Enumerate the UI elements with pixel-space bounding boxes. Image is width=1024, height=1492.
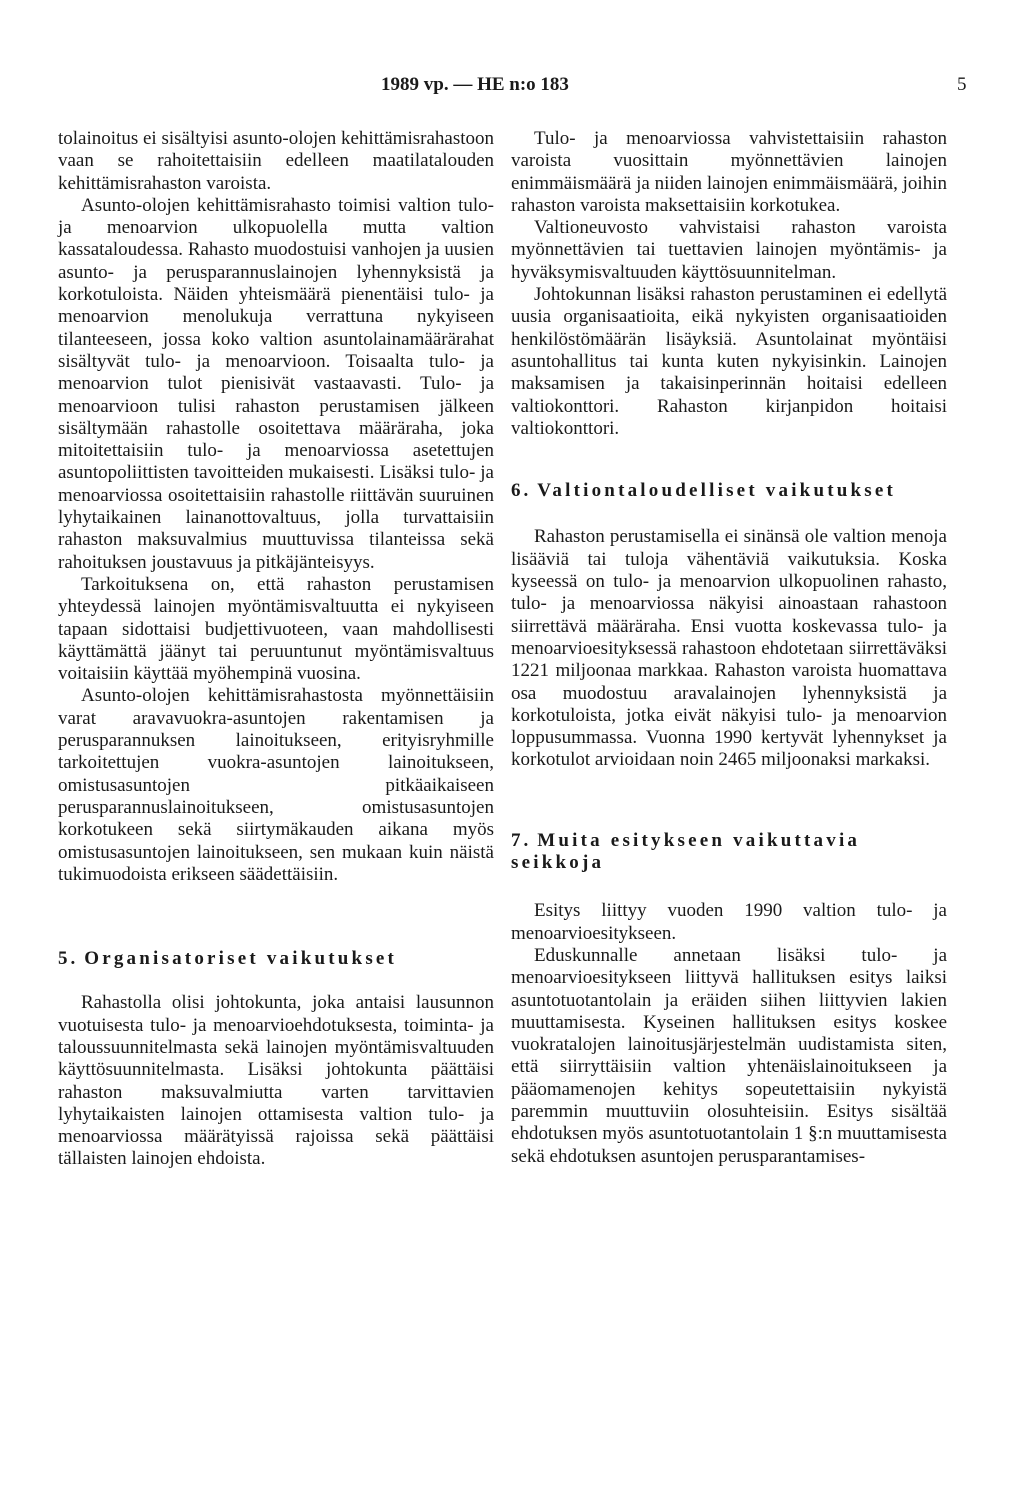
paragraph: Esitys liittyy vuoden 1990 valtion tulo- ja menoarvioesitykseen. bbox=[511, 900, 947, 944]
right-column bbox=[511, 128, 947, 1168]
paragraph: tolainoitus ei sisältyisi asunto-olojen kehittämisrahastoon vaan se rahoitettaisiin edelleen maatilatalouden kehittämisrahaston varoista. bbox=[58, 128, 494, 194]
section-number: 5. bbox=[58, 948, 79, 970]
paragraph: Johtokunnan lisäksi rahaston perustaminen ei edellytä uusia organisaatioita, eikä nykyisten organisaatioiden henkilöstömäärän lisäyksiä. Asuntolainat myöntäisi asuntohallitus tai kunta kuten nykyisinkin. Lainojen maksamisen ja takaisinperinnän hoitaisi edelleen valtiokonttori. Rahaston kirjanpidon hoitaisi valtiokonttori. bbox=[511, 284, 947, 439]
paragraph: Eduskunnalle annetaan lisäksi tulo- ja menoarvioesitykseen liittyvä hallituksen esitys laiksi asuntotuotantolain ja eräiden siihen liittyvien lakien muuttamisesta. Kyseinen hallituksen esitys koskee vuokratalojen lainoitusjärjestelmän uudistamista siten, että siirryttäisiin valtion yhtenäislainoitukseen ja pääomamenojen kehitys sopeutettaisiin nykyistä paremmin muuttuviin olosuhteisiin. Esitys sisältää ehdotuksen myös asuntotuotantolain 1 §:n muuttamisesta sekä ehdotuksen asuntojen perusparantamises- bbox=[511, 944, 947, 1167]
paragraph: Rahastolla olisi johtokunta, joka antaisi lausunnon vuotuisesta tulo- ja menoarvioehdotuksesta, toiminta- ja taloussuunnitelmasta sekä lainojen myöntämisvaltuuden käyttösuunnitelmasta. Lisäksi johtokunta päättäisi rahaston maksuvalmiutta varten tarvittavien lyhytaikaisten lainojen ottamisesta valtion tulo- ja menoarviossa määrätyissä rajoissa sekä päättäisi tällaisten lainojen ehdoista. bbox=[58, 992, 494, 1170]
section-title: Valtiontaloudelliset vaikutukset bbox=[537, 480, 897, 502]
section-heading-7 bbox=[511, 830, 947, 875]
page-number: 5 bbox=[957, 74, 967, 95]
section-number: 6. bbox=[511, 480, 532, 502]
paragraph: Tarkoituksena on, että rahaston perustamisen yhteydessä lainojen myöntämisvaltuutta ei nykyiseen tapaan sidottaisi budjettivuoteen, vaan mahdollisesti käyttämättä jäänyt tai peruuntunut myöntämisvaltuus voitaisiin käyttää myöhempinä vuosina. bbox=[58, 573, 494, 685]
section-number: 7. bbox=[511, 829, 532, 851]
document-reference: 1989 vp. — HE n:o 183 bbox=[381, 74, 569, 95]
section-title: Muita esitykseen vaikuttavia seikkoja bbox=[511, 829, 861, 874]
paragraph: Asunto-olojen kehittämisrahasto toimisi valtion tulo- ja menoarvion ulkopuolella mutta valtion kassataloudessa. Rahasto muodostuisi vanhojen ja uusien asunto- ja perusparannuslainojen lyhennyksistä ja korkotuloista. Näiden yhteismäärä pienentäisi tulo- ja menoarvion menolukuja verrattuna nykyiseen tilanteeseen, jossa koko valtion asuntolainamäärärahat sisältyvät tulo- ja menoarvioon. Toisaalta tulo- ja menoarvion tulot pienisivät vastaavasti. Tulo- ja menoarvioon tulisi rahaston perustamisen jälkeen sisältymään rahastolle osoitettava määräraha, joka mitoitettaisiin tulo- ja menoarviossa asetettujen asuntopoliittisten tavoitteiden mukaisesti. Lisäksi tulo- ja menoarviossa osoitettaisiin rahastolle riittävän suuruinen lyhytaikainen lainanottovaltuus, jolla turvattaisiin rahaston maksuvalmius muuttuvissa tilanteissa sekä rahoituksen joustavuus ja pitkäjänteisyys. bbox=[58, 194, 494, 573]
section-title: Organisatoriset vaikutukset bbox=[84, 948, 398, 970]
paragraph: Valtioneuvosto vahvistaisi rahaston varoista myönnettävien tai tuettavien lainojen myöntämis- ja hyväksymisvaltuuden käyttösuunnitelman. bbox=[511, 217, 947, 283]
page-header bbox=[0, 74, 1024, 104]
paragraph: Tulo- ja menoarviossa vahvistettaisiin rahaston varoista vuosittain myönnettävien lainojen enimmäismäärä ja niiden lainojen enimmäismäärä, joihin rahaston varoista maksettaisiin korkotukea. bbox=[511, 128, 947, 216]
paragraph: Asunto-olojen kehittämisrahastosta myönnettäisiin varat aravavuokra-asuntojen rakentamisen ja perusparannuksen lainoitukseen, erityisryhmille tarkoitettujen vuokra-asuntojen lainoitukseen, omistusasuntojen pitkäaikaiseen perusparannuslainoitukseen, omistusasuntojen korkotukeen sekä siirtymäkauden aikana myös omistusasuntojen lainoitukseen, sen mukaan kuin näistä tukimuodoista erikseen säädettäisiin. bbox=[58, 685, 494, 885]
section-heading-6 bbox=[511, 480, 947, 502]
paragraph: Rahaston perustamisella ei sinänsä ole valtion menoja lisääviä tai tuloja vähentäviä vaikutuksia. Koska kyseessä on tulo- ja menoarvion ulkopuolinen rahasto, tulo- ja menoarviossa näkyisi ainoastaan rahastoon siirrettävä määräraha. Ensi vuotta koskevassa tulo- ja menoarvioesityksessä rahastoon ehdotetaan siirrettäväksi 1221 miljoonaa markkaa. Rahaston varoista huomattava osa muodostuu aravalainojen lyhennyksistä ja korkotuloista, jotka eivät näkyisi tulo- ja menoarvion loppusummassa. Vuonna 1990 kertyvät lyhennykset ja korkotulot arvioidaan noin 2465 miljoonaksi markaksi. bbox=[511, 526, 947, 771]
left-column bbox=[58, 128, 494, 1171]
section-heading-5 bbox=[58, 948, 494, 970]
